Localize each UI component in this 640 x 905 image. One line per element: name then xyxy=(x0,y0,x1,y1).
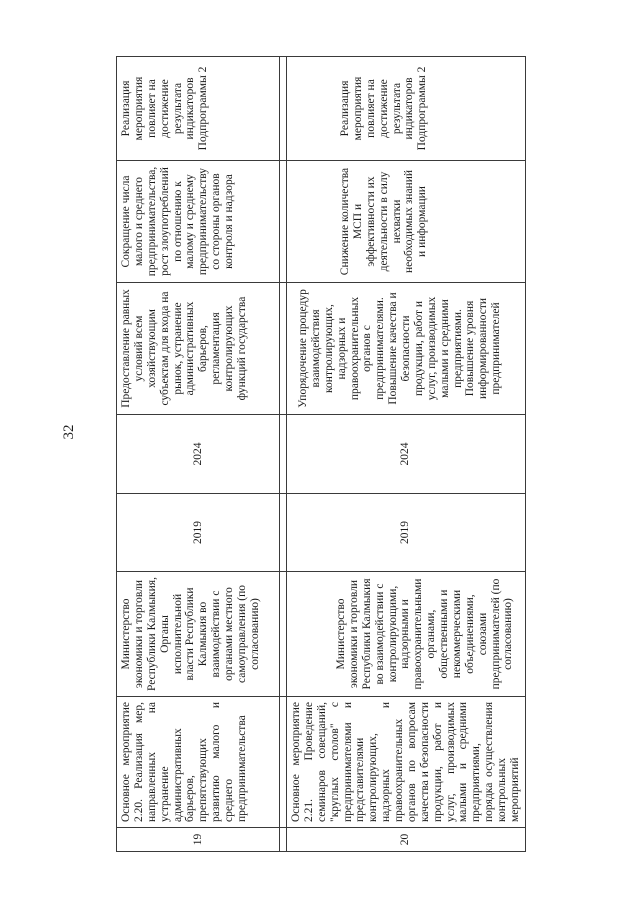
year-end: 2024 xyxy=(287,415,526,494)
non-implementation-consequence: Снижение количества МСП и эффективности их деятельности в силу нехватки необходимых знаний и информации xyxy=(287,161,526,283)
row-spacer xyxy=(280,415,287,494)
executor: Министерство экономики и торговли Республики Калмыкия, Органы исполнительной власти Республики Калмыкия во взаимодействии с органами местного самоуправления (по согласованию) xyxy=(117,572,280,697)
row-number: 19 xyxy=(117,828,280,852)
page-number: 32 xyxy=(61,424,77,440)
table-row xyxy=(287,57,526,852)
row-spacer xyxy=(280,572,287,697)
year-start: 2019 xyxy=(287,494,526,572)
measures-table xyxy=(116,56,526,852)
non-implementation-consequence: Сокращение числа малого и среднего предпринимательства, рост злоупотреблений по отношению к малому и среднему предпринимательству со стороны органов контроля и надзора xyxy=(117,161,280,283)
measure-name: Основное мероприятие 2.21. Проведение семинаров совещаний, "круглых столов" с предпринимателями и представителями контролирующих, надзорных и правоохранительных органов по вопросам качества и безопасности продукции, работ и услуг, производимых малыми и средними предприятиями, порядка осуществления контрольных мероприятий xyxy=(287,697,526,828)
row-spacer xyxy=(280,697,287,828)
expected-result: Упорядочение процедур взаимодействия контролирующих, надзорных и правоохранительных органов с предпринимателями. Повышение качества и безопасности продукции, работ и услуг, производимых малыми и средними предприятиями. Повышение уровня информированности предпринимателей xyxy=(287,283,526,415)
row-spacer xyxy=(280,283,287,415)
rotated-table-wrapper xyxy=(116,57,521,852)
row-spacer xyxy=(280,494,287,572)
indicator-link: Реализация мероприятия повлияет на достижение результата индикаторов Подпрограммы 2 xyxy=(117,57,280,161)
measure-name: Основное мероприятие 2.20. Реализация мер, направленных на устранение административных барьеров, препятствующих развитию малого и среднего предпринимательства xyxy=(117,697,280,828)
year-end: 2024 xyxy=(117,415,280,494)
executor: Министерство экономики и торговли Республики Калмыкия во взаимодействии с контролирующими, надзорными и правоохранительными органами, общественными и некоммерческими объединениями, союзами предпринимателей (по согласованию) xyxy=(287,572,526,697)
year-start: 2019 xyxy=(117,494,280,572)
row-spacer xyxy=(280,161,287,283)
table-row xyxy=(117,57,280,852)
row-spacer xyxy=(280,57,287,161)
row-number: 20 xyxy=(287,828,526,852)
table-row xyxy=(280,57,287,852)
row-spacer xyxy=(280,828,287,852)
indicator-link: Реализация мероприятия повлияет на достижение результата индикаторов Подпрограммы 2 xyxy=(287,57,526,161)
expected-result: Предоставление равных условий всем хозяйствующим субъектам для входа на рынок, устранение административных барьеров, регламентация контролирующих функций государства xyxy=(117,283,280,415)
